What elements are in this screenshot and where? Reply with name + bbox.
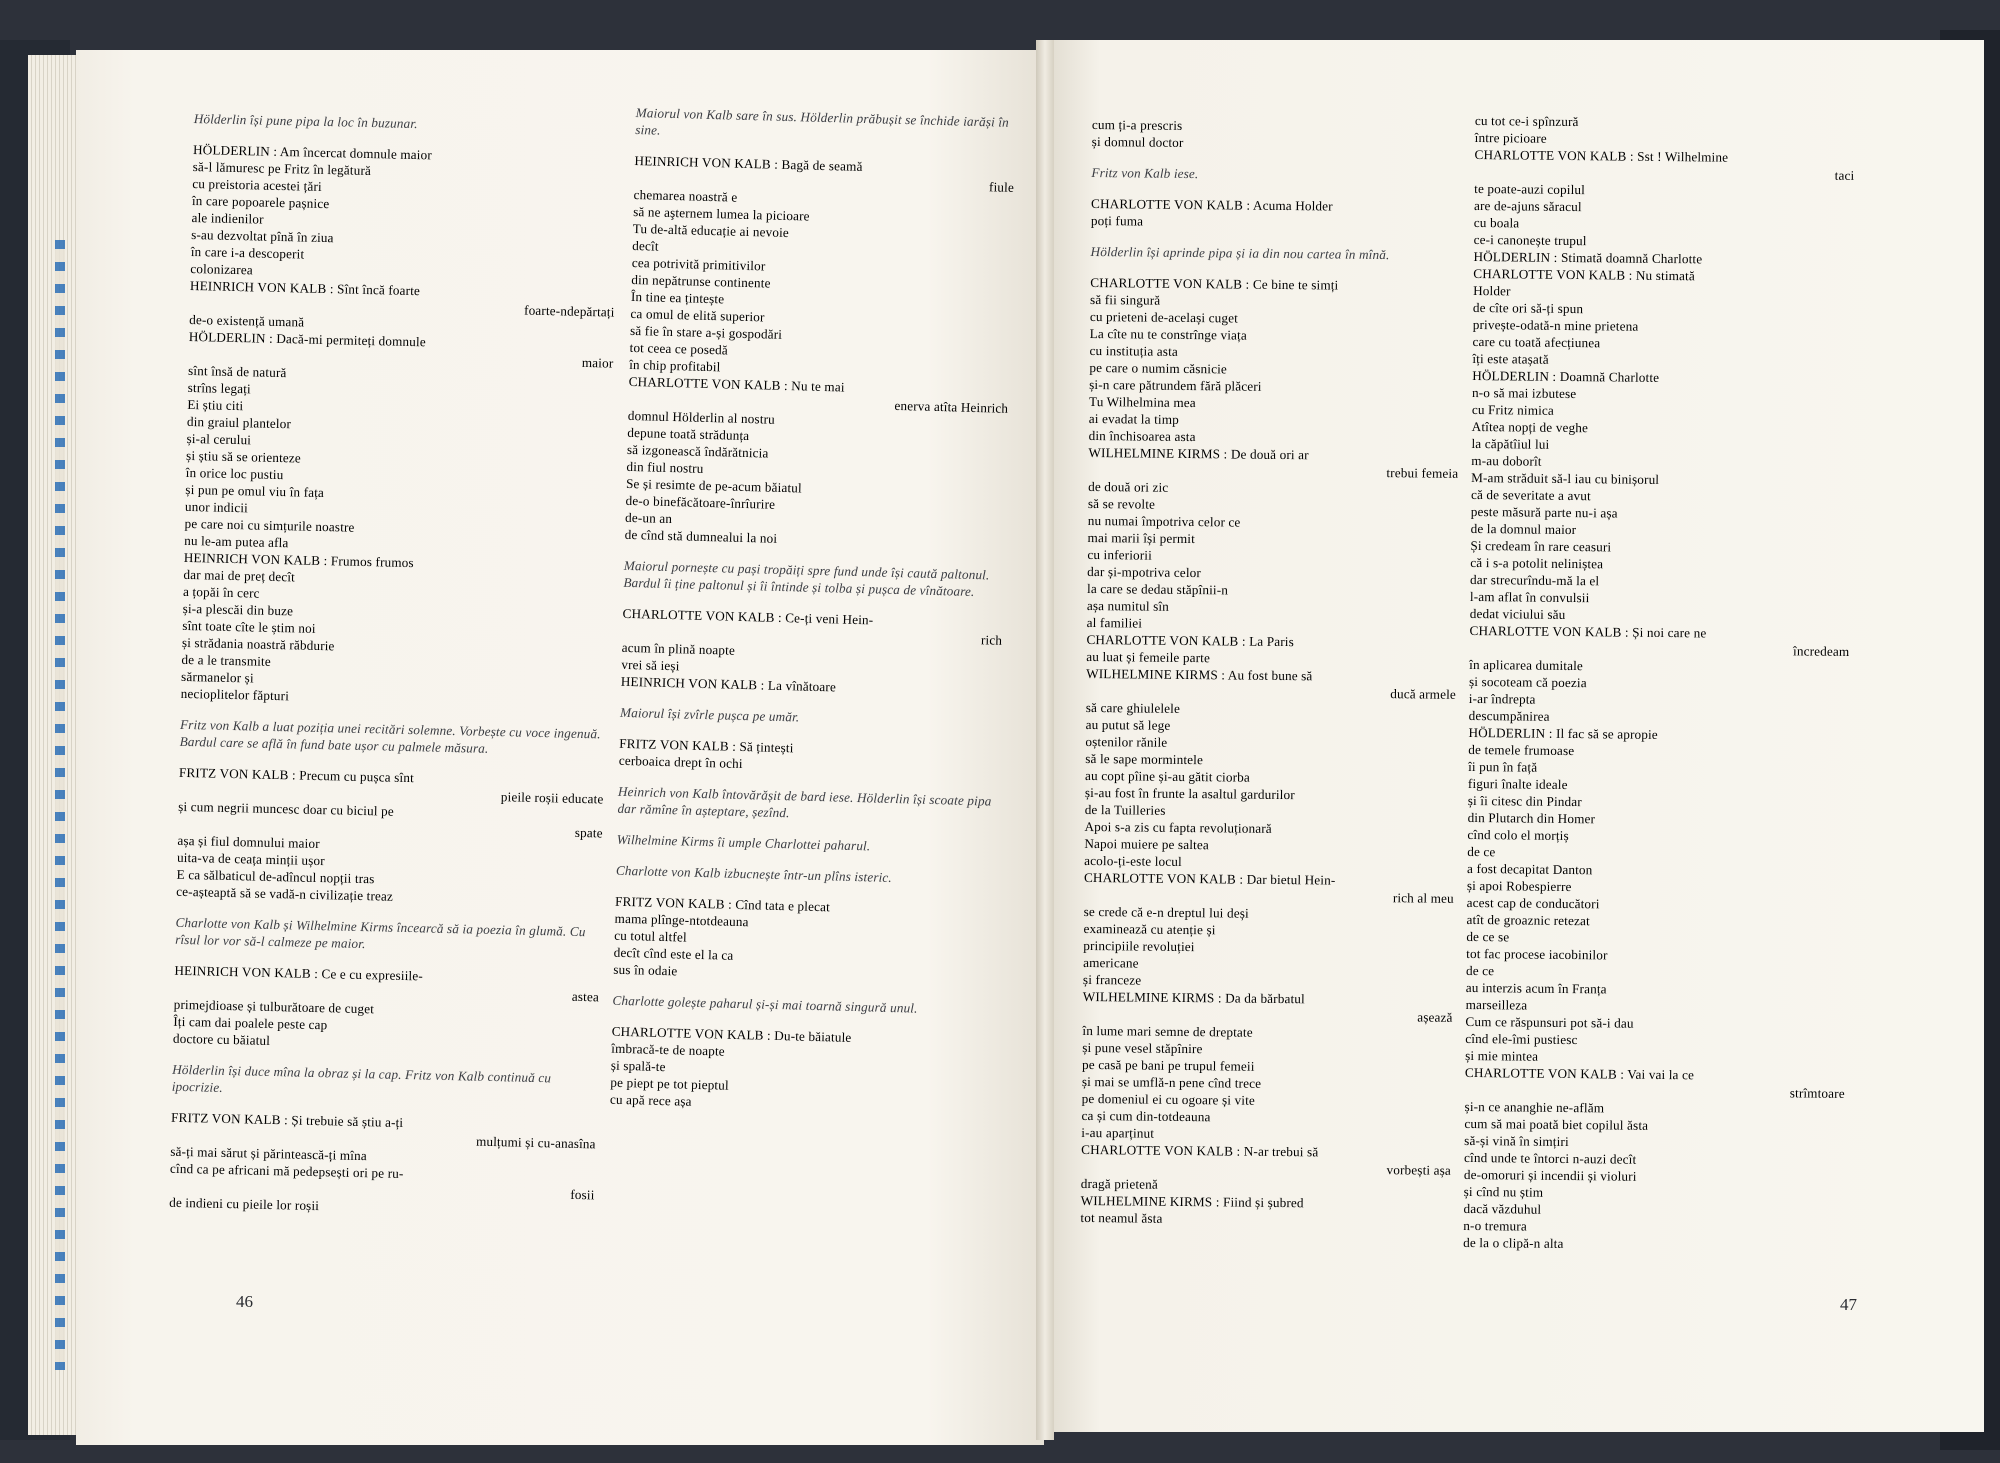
- verse-line: la căpătîiul lui: [1471, 435, 1550, 452]
- verse-line: așa și fiul domnului maior: [177, 832, 320, 852]
- verse-line: tot neamul ăsta: [1080, 1209, 1163, 1226]
- speaker-line: CHARLOTTE VON KALB : La Paris: [1086, 631, 1294, 650]
- verse-line: ai evadat la timp: [1088, 410, 1179, 427]
- speaker-line: HEINRICH VON KALB : Frumos frumos: [183, 549, 414, 571]
- verse-line-continued: foarte-ndepărtați: [523, 302, 615, 320]
- stage-direction: Maiorul von Kalb sare în sus. Hölderlin prăbușit se închide iarăși în sine.: [635, 104, 1010, 138]
- verse-line: și cînd nu știm: [1463, 1183, 1544, 1200]
- book-gutter: [1036, 40, 1054, 1440]
- verse-line: cînd colo el morțiș: [1467, 826, 1569, 844]
- verse-line: de-o existență umană: [189, 311, 305, 330]
- verse-line-continued: rich: [980, 632, 1003, 648]
- left-page-column-2: [610, 104, 1016, 1118]
- verse-line-continued: enerva atîta Heinrich: [894, 397, 1009, 416]
- right-page-column-1: [1080, 116, 1462, 1230]
- verse-line: nu numai împotriva celor ce: [1087, 512, 1241, 530]
- verse-line-continued: mulțumi și cu-anasîna: [475, 1133, 596, 1152]
- verse-line: și pune vesel stăpînire: [1082, 1039, 1203, 1057]
- verse-line: să-și vină în simțiri: [1464, 1132, 1569, 1150]
- verse-line-continued: astea: [571, 988, 600, 1005]
- stage-direction: Hölderlin își duce mîna la obraz și la cap. Fritz von Kalb continuă cu ipocrizie.: [171, 1061, 552, 1095]
- verse-line: sînt toate cîte le știm noi: [182, 617, 316, 636]
- verse-line: de la Tuilleries: [1084, 801, 1166, 818]
- verse-line: atît de groaznic retezat: [1466, 911, 1590, 929]
- verse-line: cu boala: [1473, 214, 1520, 231]
- verse-line: așa numitul sîn: [1086, 597, 1170, 614]
- verse-line: de a le transmite: [181, 651, 272, 669]
- speaker-line: HEINRICH VON KALB : Bagă de seamă: [634, 152, 863, 174]
- speaker-line: FRITZ VON KALB : Să țintești: [619, 735, 794, 756]
- verse-line: să se revolte: [1087, 495, 1156, 512]
- verse-line: îmbracă-te de noapte: [611, 1040, 726, 1059]
- verse-line: cînd ca pe africani mă pedepsești ori pe ru-: [169, 1160, 404, 1182]
- speaker-line: HEINRICH VON KALB : Ce e cu expresiile-: [174, 962, 424, 984]
- verse-line: și spală-te: [610, 1057, 666, 1075]
- verse-line: pe casă pe bani pe trupul femeii: [1081, 1056, 1255, 1074]
- verse-line: dar strecurîndu-mă la el: [1470, 571, 1600, 589]
- speaker-line: CHARLOTTE VON KALB : Nu te mai: [628, 373, 845, 395]
- verse-line: cînd ele-îmi pustiesc: [1465, 1030, 1578, 1048]
- verse-line: acest cap de conducători: [1466, 894, 1600, 912]
- verse-line: tot ceea ce posedă: [629, 339, 729, 358]
- verse-line: sînt însă de natură: [187, 362, 287, 381]
- verse-line: dar și-mpotriva celor: [1087, 563, 1202, 581]
- verse-line: de două ori zic: [1088, 478, 1169, 495]
- verse-line: în lume mari semne de dreptate: [1082, 1022, 1253, 1040]
- verse-line: domnul Hölderlin al nostru: [627, 407, 776, 427]
- speaker-line: CHARLOTTE VON KALB : Și noi care ne: [1469, 622, 1707, 641]
- verse-line: și pun pe omul viu în fața: [185, 481, 325, 501]
- verse-line: Și credeam în rare ceasuri: [1470, 537, 1612, 555]
- verse-line: au copt pîine și-au gătit ciorba: [1085, 767, 1250, 785]
- verse-line: cu preistoria acestei țări: [192, 175, 322, 194]
- speaker-line: HÖLDERLIN : Doamnă Charlotte: [1472, 367, 1660, 385]
- verse-line: se crede că e-n dreptul lui deși: [1083, 903, 1249, 921]
- stage-direction: Heinrich von Kalb întovărășit de bard iese. Hölderlin își scoate pipa dar rămîne în așteptare, șezînd.: [617, 783, 992, 821]
- verse-line: Îți cam dai poalele peste cap: [173, 1013, 328, 1033]
- verse-line: și mai se umflă-n pene cînd trece: [1081, 1073, 1262, 1091]
- verse-line: privește-odată-n mine prietena: [1472, 316, 1639, 334]
- verse-line: tot fac procese iacobinilor: [1466, 945, 1608, 963]
- verse-line: Atîtea nopți de veghe: [1471, 418, 1589, 436]
- speaker-line: HÖLDERLIN : Il fac să se apropie: [1468, 724, 1658, 742]
- verse-line: și-au fost în frunte la asaltul gardurilor: [1084, 784, 1295, 803]
- verse-line: să fii singură: [1089, 291, 1161, 308]
- verse-line: dragă prietenă: [1080, 1175, 1159, 1192]
- verse-line-continued: taci: [1834, 167, 1855, 183]
- verse-line: din nepătrunse continente: [631, 271, 771, 291]
- verse-line: și-al cerului: [186, 430, 252, 448]
- speaker-line: CHARLOTTE VON KALB : Dar bietul Hein-: [1083, 869, 1336, 888]
- stage-direction: Fritz von Kalb iese.: [1091, 164, 1199, 182]
- verse-line: principiile revoluției: [1083, 937, 1195, 955]
- verse-line: ca și cum din-totdeauna: [1081, 1107, 1211, 1125]
- verse-line: să care ghiulelele: [1085, 699, 1181, 716]
- verse-line: decît: [632, 237, 659, 254]
- verse-line-continued: vorbești așa: [1386, 1162, 1452, 1178]
- speaker-line: CHARLOTTE VON KALB : N-ar trebui să: [1081, 1141, 1319, 1160]
- verse-line: și știu să se orienteze: [185, 447, 302, 466]
- verse-line: sărmanelor și: [180, 668, 254, 686]
- verse-line: dar mai de preț decît: [183, 566, 296, 585]
- verse-line: din graiul plantelor: [186, 413, 292, 432]
- verse-line: din închisoarea asta: [1088, 427, 1196, 445]
- stage-direction: Hölderlin își pune pipa la loc în buzunar.: [193, 110, 418, 132]
- stage-direction: Maiorul pornește cu pași tropăiți spre fund unde își caută paltonul. Bardul îi ține paltonul și îi întinde și tolba și pușca de vînătoare.: [623, 557, 990, 600]
- verse-line: primejdioase și tulburătoare de cuget: [173, 996, 375, 1017]
- verse-line: și cum negrii muncesc doar cu biciul pe: [178, 798, 395, 819]
- verse-line: mama plînge-ntotdeauna: [614, 910, 749, 930]
- speaker-line: CHARLOTTE VON KALB : Ce bine te simți: [1090, 274, 1339, 293]
- verse-line: figuri înalte ideale: [1467, 775, 1568, 793]
- verse-line: m-au doborît: [1471, 452, 1542, 469]
- verse-line: din fiul nostru: [626, 458, 704, 476]
- verse-line: Se și resimte de pe-acum băiatul: [625, 475, 803, 496]
- verse-line: cînd unde te întorci n-auzi decît: [1463, 1149, 1637, 1167]
- verse-line: și-n care pătrundem fără plăceri: [1089, 376, 1262, 394]
- verse-line: examinează cu atenție și: [1083, 920, 1216, 938]
- verse-line: mai marii își permit: [1087, 529, 1196, 547]
- speaker-line: WILHELMINE KIRMS : Da da bărbatul: [1082, 988, 1305, 1007]
- verse-line: uita-va de ceața minții ușor: [176, 849, 325, 869]
- verse-line: Tu Wilhelmina mea: [1088, 393, 1196, 411]
- verse-line: colonizarea: [190, 260, 253, 278]
- verse-line: acolo-ți-este locul: [1084, 852, 1182, 869]
- verse-line: și domnul doctor: [1091, 133, 1184, 150]
- verse-line: nu le-am putea afla: [184, 532, 289, 551]
- verse-line: că de severitate a avut: [1470, 486, 1591, 504]
- verse-line: să-l lămuresc pe Fritz în legătură: [192, 158, 372, 179]
- verse-line: și franceze: [1082, 971, 1142, 988]
- verse-line: Tu de-altă educație ai nevoie: [632, 220, 790, 241]
- verse-line: și socoteam că poezia: [1468, 673, 1587, 691]
- verse-line: cu instituția asta: [1089, 342, 1179, 359]
- verse-line: l-am aflat în convulsii: [1469, 588, 1590, 606]
- verse-line: îți este atașată: [1472, 350, 1549, 367]
- verse-line: chemarea noastră e: [633, 186, 738, 205]
- verse-line: a țopăi în cerc: [182, 583, 260, 601]
- verse-line: n-o să mai izbutese: [1471, 384, 1577, 402]
- verse-line: de cînd stă dumnealui la noi: [624, 526, 778, 546]
- verse-line: cum ți-a prescris: [1091, 116, 1183, 133]
- verse-line: în care popoarele pașnice: [191, 192, 330, 212]
- verse-line: Cum ce răspunsuri pot să-i dau: [1465, 1013, 1634, 1031]
- verse-line: La cîte nu te constrînge viața: [1089, 325, 1247, 343]
- verse-line-continued: fiule: [988, 179, 1015, 195]
- verse-line: al familiei: [1086, 614, 1143, 631]
- verse-line: vrei să ieși: [621, 656, 680, 674]
- verse-line: cu totul altfel: [614, 927, 687, 945]
- verse-line: are de-ajuns săracul: [1473, 197, 1582, 215]
- verse-line: s-au dezvoltat pînă în ziua: [191, 226, 334, 246]
- verse-line: și îi citesc din Pindar: [1467, 792, 1582, 810]
- verse-line: de-un an: [624, 509, 673, 527]
- speaker-line: HÖLDERLIN : Dacă-mi permiteți domnule: [188, 328, 426, 350]
- verse-line: să-ți mai sărut și părintească-ți mîna: [170, 1143, 367, 1164]
- verse-line: descumpănirea: [1468, 707, 1550, 724]
- verse-line: de la domnul maior: [1470, 520, 1577, 538]
- verse-line: cu tot ce-i spînzură: [1474, 112, 1579, 130]
- verse-line: de la o clipă-n alta: [1463, 1234, 1564, 1251]
- speaker-line: HEINRICH VON KALB : La vînătoare: [620, 673, 837, 695]
- verse-line: americane: [1083, 954, 1139, 971]
- verse-line: Apoi s-a zis cu fapta revoluționară: [1084, 818, 1272, 836]
- speaker-line: CHARLOTTE VON KALB : Acuma Holder: [1091, 195, 1333, 214]
- verse-line-continued: rich al meu: [1392, 890, 1454, 906]
- verse-line: de temele frumoase: [1468, 741, 1575, 759]
- speaker-line: CHARLOTTE VON KALB : Vai vai la ce: [1464, 1064, 1695, 1083]
- verse-line: cerboaica drept în ochi: [618, 752, 743, 772]
- verse-line: să ne aşternem lumea la picioare: [632, 203, 810, 224]
- verse-line: peste măsură parte nu-i așa: [1470, 503, 1618, 521]
- verse-line: strîns legați: [187, 379, 251, 397]
- verse-line: cum să mai poată biet copilul ăsta: [1464, 1115, 1649, 1133]
- verse-line: a fost decapitat Danton: [1466, 860, 1593, 878]
- verse-line: cu Fritz nimica: [1471, 401, 1555, 418]
- verse-line: îi pun în față: [1468, 758, 1538, 775]
- verse-line: dacă văzduhul: [1463, 1200, 1542, 1217]
- verse-line: au luat și femeile parte: [1086, 648, 1211, 666]
- verse-line: în chip profitabil: [628, 356, 721, 375]
- verse-line: necioplitelor făpturi: [180, 685, 290, 704]
- verse-line: de ce: [1465, 962, 1495, 979]
- verse-line: oștenilor rănile: [1085, 733, 1168, 750]
- verse-line: că i s-a potolit neliniștea: [1470, 554, 1604, 572]
- verse-line: și apoi Robespierre: [1466, 877, 1572, 895]
- stage-direction: Hölderlin își aprinde pipa și ia din nou cartea în mînă.: [1090, 243, 1390, 263]
- verse-line: să fie în stare a-și gospodări: [629, 322, 783, 342]
- verse-line: Ei știu citi: [187, 396, 244, 414]
- verse-line: acum în plină noapte: [621, 639, 736, 658]
- verse-line-continued: ducă armele: [1390, 686, 1457, 702]
- verse-line: la care se dedau stăpînii-n: [1086, 580, 1229, 598]
- verse-line: E ca sălbaticul de-adîncul nopții tras: [176, 866, 375, 887]
- speaker-line: WILHELMINE KIRMS : De două ori ar: [1088, 444, 1309, 463]
- speaker-line: WILHELMINE KIRMS : Au fost bune să: [1086, 665, 1313, 684]
- stage-direction: Charlotte von Kalb izbucnește într-un plîns isteric.: [615, 862, 893, 885]
- verse-line: în care i-a descoperit: [190, 243, 305, 262]
- verse-line: și-n ce ananghie ne-aflăm: [1464, 1098, 1605, 1116]
- speaker-line: FRITZ VON KALB : Cînd tata e plecat: [614, 893, 831, 915]
- verse-line: cu apă rece așa: [609, 1091, 692, 1109]
- verse-line: pe domeniul ei cu ogoare și vite: [1081, 1090, 1256, 1108]
- verse-line: din Plutarch din Homer: [1467, 809, 1596, 827]
- verse-line-continued: strîmtoare: [1789, 1085, 1845, 1101]
- verse-line: depune toată strădunța: [627, 424, 750, 444]
- verse-line: pe piept pe tot pieptul: [610, 1074, 729, 1093]
- verse-line: ce-i canonește trupul: [1473, 231, 1587, 249]
- verse-line: care cu toată afecțiunea: [1472, 333, 1601, 351]
- verse-line: de ce: [1467, 843, 1496, 860]
- speaker-line: CHARLOTTE VON KALB : Ce-ți veni Hein-: [622, 605, 874, 628]
- verse-line: între picioare: [1474, 129, 1547, 146]
- stage-direction: Wilhelmine Kirms îi umple Charlottei paharul.: [616, 831, 871, 854]
- verse-line: doctore cu băiatul: [172, 1030, 271, 1048]
- verse-line: să izgonească îndărătnicia: [626, 441, 769, 461]
- verse-line: M-am străduit să-l iau cu binișorul: [1471, 469, 1660, 487]
- page-number-right: 47: [1840, 1295, 1857, 1314]
- verse-line: Holder: [1473, 282, 1511, 299]
- verse-line: cea potrivită primitivilor: [631, 254, 766, 274]
- speaker-line: FRITZ VON KALB : Și trebuie să știu a-ți: [170, 1109, 404, 1131]
- verse-line: cu inferiorii: [1087, 546, 1153, 563]
- verse-line: de-o binefăcătoare-înrîurire: [625, 492, 776, 512]
- speaker-line: CHARLOTTE VON KALB : Du-te băiatule: [611, 1023, 852, 1045]
- verse-line: de ce se: [1466, 928, 1510, 945]
- verse-line: în orice loc pustiu: [185, 464, 284, 483]
- verse-line: pe care o numim căsnicie: [1089, 359, 1228, 377]
- verse-line-continued: așează: [1417, 1009, 1453, 1025]
- verse-line: i-au aparținut: [1081, 1124, 1155, 1141]
- speaker-line: CHARLOTTE VON KALB : Sst ! Wilhelmine: [1474, 146, 1729, 165]
- verse-line: ale indienilor: [191, 209, 264, 227]
- blue-edge-marks: [55, 240, 65, 1370]
- verse-line-continued: trebui femeia: [1386, 465, 1459, 481]
- verse-line: și strădania noastră răbdurie: [181, 634, 335, 654]
- verse-line: și-a plescăi din buze: [182, 600, 294, 619]
- verse-line: dedat viciului său: [1469, 605, 1566, 622]
- speaker-line: HÖLDERLIN : Stimată doamnă Charlotte: [1473, 248, 1703, 267]
- speaker-line: WILHELMINE KIRMS : Fiind și șubred: [1080, 1192, 1304, 1211]
- verse-line: sus în odaie: [613, 961, 678, 979]
- stage-direction: Fritz von Kalb a luat poziția unei recitări solemne. Vorbește cu voce ingenuă. Bardul care se află în fund bate ușor cu palmele măsura.: [179, 716, 601, 756]
- speaker-line: FRITZ VON KALB : Precum cu pușca sînt: [178, 764, 415, 786]
- page-number-left: 46: [236, 1292, 253, 1311]
- verse-line: și mie mintea: [1465, 1047, 1539, 1064]
- speaker-line: HEINRICH VON KALB : Sînt încă foarte: [189, 277, 421, 299]
- verse-line: Napoi muiere pe saltea: [1084, 835, 1209, 853]
- verse-line: în aplicarea dumitale: [1469, 656, 1584, 674]
- verse-line: să le sape mormintele: [1085, 750, 1204, 768]
- verse-line-continued: spate: [574, 824, 603, 841]
- verse-line: te poate-auzi copilul: [1474, 180, 1586, 198]
- verse-line-continued: pieile roșii educate: [500, 789, 604, 807]
- verse-line: pe care noi cu simțurile noastre: [184, 515, 355, 535]
- verse-line: poți fuma: [1090, 212, 1144, 229]
- verse-line: ce-așteaptă să se vadă-n civilizație treaz: [176, 883, 394, 904]
- verse-line-continued: fosii: [570, 1186, 595, 1203]
- right-page-column-2: [1463, 112, 1855, 1255]
- verse-line: de cîte ori să-ți spun: [1472, 299, 1584, 317]
- stage-direction: Maiorul își zvîrle pușca pe umăr.: [619, 704, 800, 725]
- verse-line: decît cînd este el la ca: [613, 944, 734, 963]
- verse-line: cu prieteni de-același cuget: [1089, 308, 1239, 326]
- verse-line: de indieni cu pieile lor roșii: [169, 1194, 320, 1214]
- verse-line-continued: încredeam: [1793, 643, 1850, 659]
- verse-line: de-omoruri și incendii și violuri: [1463, 1166, 1637, 1184]
- verse-line: marseilleza: [1465, 996, 1528, 1013]
- stage-direction: Charlotte golește paharul și-și mai toarnă singură unul.: [612, 992, 918, 1016]
- speaker-line: HÖLDERLIN : Am încercat domnule maior: [192, 141, 433, 163]
- verse-line: i-ar îndrepta: [1468, 690, 1536, 707]
- page-edges: [28, 55, 80, 1435]
- verse-line-continued: maior: [581, 354, 614, 371]
- verse-line: au putut să lege: [1085, 716, 1171, 733]
- verse-line: au interzis acum în Franța: [1465, 979, 1607, 997]
- verse-line: În tine ea țintește: [630, 288, 725, 307]
- stage-direction: Charlotte von Kalb și Wilhelmine Kirms încearcă să ia poezia în glumă. Cu rîsul lor vor să-l calmeze pe maior.: [175, 914, 586, 952]
- speaker-line: CHARLOTTE VON KALB : Nu stimată: [1473, 265, 1696, 284]
- verse-line: unor indicii: [184, 498, 249, 516]
- verse-line: n-o tremura: [1463, 1217, 1527, 1234]
- verse-line: ca omul de elită superior: [630, 305, 765, 325]
- left-page-column-1: [169, 110, 619, 1220]
